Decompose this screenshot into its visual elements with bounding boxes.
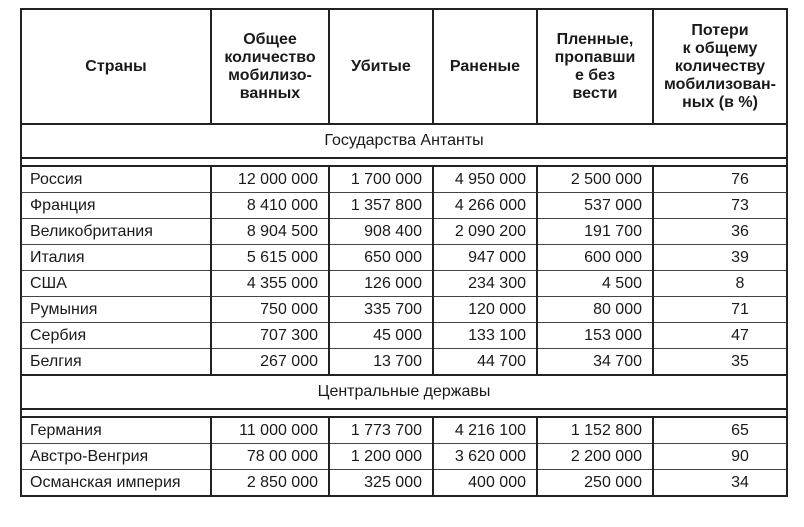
cell-mobilized: 750 000 [211,297,329,323]
cell-killed: 126 000 [329,271,433,297]
cell-loss-pct: 71 [653,297,787,323]
entente-section [21,124,787,375]
cell-wounded: 2 090 200 [433,219,537,245]
cell-mobilized: 12 000 000 [211,166,329,193]
cell-mobilized: 78 00 000 [211,444,329,470]
cell-prisoners: 34 700 [537,349,653,376]
header-mobilized: Общее количество мобилизо- ванных [211,9,329,124]
cell-loss-pct: 65 [653,417,787,444]
cell-wounded: 400 000 [433,470,537,497]
cell-killed: 1 200 000 [329,444,433,470]
cell-country: Германия [21,417,211,444]
cell-loss-pct: 47 [653,323,787,349]
central-section [21,375,787,496]
table-row [21,193,787,219]
cell-mobilized: 707 300 [211,323,329,349]
cell-mobilized: 11 000 000 [211,417,329,444]
section-title-entente: Государства Антанты [21,124,787,158]
table-row [21,417,787,444]
cell-killed: 325 000 [329,470,433,497]
cell-loss-pct: 39 [653,245,787,271]
cell-loss-pct: 36 [653,219,787,245]
cell-wounded: 4 216 100 [433,417,537,444]
cell-loss-pct: 73 [653,193,787,219]
header-loss-pct: Потери к общему количеству мобилизован- ных (в %) [653,9,787,124]
table-row [21,271,787,297]
cell-killed: 1 700 000 [329,166,433,193]
cell-prisoners: 191 700 [537,219,653,245]
header-killed: Убитые [329,9,433,124]
cell-country: Великобритания [21,219,211,245]
cell-mobilized: 2 850 000 [211,470,329,497]
cell-wounded: 120 000 [433,297,537,323]
table-row [21,444,787,470]
cell-wounded: 3 620 000 [433,444,537,470]
section-spacer [21,158,787,166]
cell-mobilized: 267 000 [211,349,329,376]
cell-country: Австро-Венгрия [21,444,211,470]
cell-killed: 650 000 [329,245,433,271]
cell-country: Италия [21,245,211,271]
table-row [21,166,787,193]
cell-wounded: 133 100 [433,323,537,349]
table-row [21,323,787,349]
cell-wounded: 44 700 [433,349,537,376]
header-wounded: Раненые [433,9,537,124]
cell-mobilized: 8 904 500 [211,219,329,245]
cell-country: Россия [21,166,211,193]
cell-country: Франция [21,193,211,219]
cell-loss-pct: 34 [653,470,787,497]
cell-mobilized: 8 410 000 [211,193,329,219]
cell-loss-pct: 76 [653,166,787,193]
cell-mobilized: 5 615 000 [211,245,329,271]
cell-prisoners: 4 500 [537,271,653,297]
cell-prisoners: 2 200 000 [537,444,653,470]
cell-country: Румыния [21,297,211,323]
table-row [21,219,787,245]
cell-country: Османская империя [21,470,211,497]
cell-killed: 1 773 700 [329,417,433,444]
cell-wounded: 4 266 000 [433,193,537,219]
cell-killed: 45 000 [329,323,433,349]
table-row [21,297,787,323]
cell-country: Сербия [21,323,211,349]
cell-wounded: 947 000 [433,245,537,271]
cell-prisoners: 250 000 [537,470,653,497]
cell-killed: 908 400 [329,219,433,245]
cell-prisoners: 537 000 [537,193,653,219]
header-row [21,9,787,124]
cell-prisoners: 153 000 [537,323,653,349]
table-row [21,470,787,497]
cell-loss-pct: 8 [653,271,787,297]
cell-loss-pct: 90 [653,444,787,470]
cell-country: Белгия [21,349,211,376]
section-title-central: Центральные державы [21,375,787,409]
cell-wounded: 234 300 [433,271,537,297]
cell-killed: 335 700 [329,297,433,323]
header-country: Страны [21,9,211,124]
cell-killed: 1 357 800 [329,193,433,219]
cell-prisoners: 1 152 800 [537,417,653,444]
header-prisoners: Пленные, пропавши е без вести [537,9,653,124]
cell-wounded: 4 950 000 [433,166,537,193]
cell-prisoners: 600 000 [537,245,653,271]
cell-loss-pct: 35 [653,349,787,376]
cell-killed: 13 700 [329,349,433,376]
table-row [21,245,787,271]
cell-mobilized: 4 355 000 [211,271,329,297]
cell-country: США [21,271,211,297]
cell-prisoners: 80 000 [537,297,653,323]
table-row [21,349,787,376]
section-spacer [21,409,787,417]
cell-prisoners: 2 500 000 [537,166,653,193]
losses-table [20,8,788,497]
